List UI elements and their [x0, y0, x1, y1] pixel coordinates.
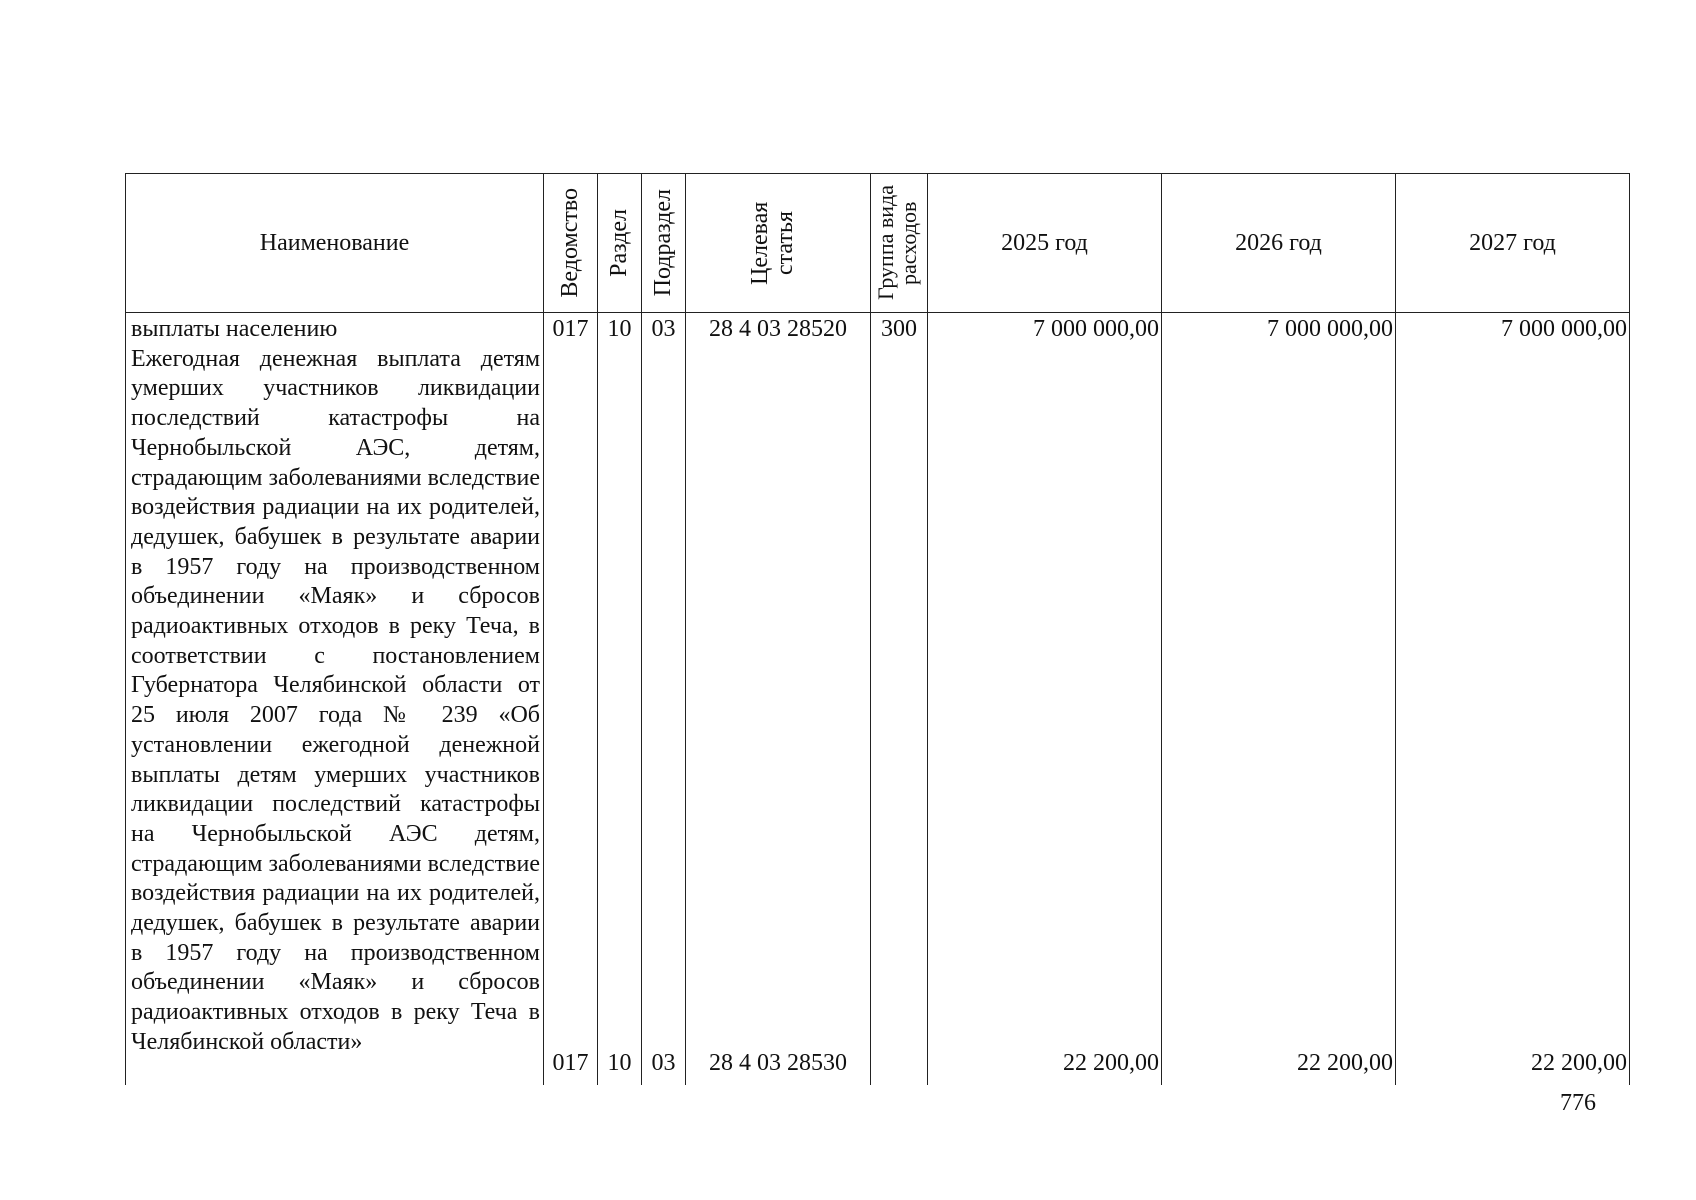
header-row: [126, 174, 1630, 313]
row1-y2025: 7 000 000,00: [1033, 316, 1159, 342]
row1-label: выплаты населению: [131, 316, 338, 342]
row2-y2027: 22 200,00: [1531, 1050, 1627, 1077]
y2026-cell: [1162, 313, 1396, 1086]
y2025-cell: [928, 313, 1162, 1086]
celevaya-statya-cell: [686, 313, 871, 1086]
row1-celevaya-statya: 28 4 03 28520: [709, 316, 847, 342]
header-vedomstvo: Ведомство: [544, 174, 598, 313]
row1-y2026: 7 000 000,00: [1267, 316, 1393, 342]
row1-gruppa: 300: [881, 316, 917, 342]
row1-vedomstvo: 017: [552, 316, 589, 342]
header-2027: 2027 год: [1396, 174, 1630, 313]
row2-razdel: 10: [607, 1050, 632, 1077]
vedomstvo-cell: [544, 313, 598, 1086]
header-name: Наименование: [126, 174, 544, 313]
row2-y2026: 22 200,00: [1297, 1050, 1393, 1077]
row1-y2027: 7 000 000,00: [1501, 316, 1627, 342]
row2-podrazdel: 03: [651, 1050, 676, 1077]
header-2026: 2026 год: [1162, 174, 1396, 313]
podrazdel-cell: [642, 313, 686, 1086]
page-number: 776: [1560, 1090, 1596, 1116]
budget-table: [125, 173, 1630, 1085]
name-cell: [126, 313, 544, 1086]
header-2025: 2025 год: [928, 174, 1162, 313]
row2-celevaya-statya: 28 4 03 28530: [709, 1050, 847, 1077]
header-razdel: Раздел: [598, 174, 642, 313]
header-podrazdel: Подраздел: [642, 174, 686, 313]
row2-vedomstvo: 017: [552, 1050, 589, 1077]
row2-y2025: 22 200,00: [1063, 1050, 1159, 1077]
gruppa-cell: [871, 313, 928, 1086]
table-row: [126, 313, 1630, 1086]
row1-razdel: 10: [607, 316, 632, 342]
header-gruppa-vida-rashodov: Группа вида расходов: [871, 174, 928, 313]
y2027-cell: [1396, 313, 1630, 1086]
row1-podrazdel: 03: [651, 316, 676, 342]
razdel-cell: [598, 313, 642, 1086]
header-celevaya-statya: Целевая статья: [686, 174, 871, 313]
row2-label: Ежегодная денежная выплата детям умерших участников ликвидации последствий катастрофы на Чернобыльской АЭС, детям, страдающим заболеваниями вследствие воздействия радиации на их родителей, дедушек, бабушек в результате аварии в 1957 году на производственном объединении «Маяк» и сбросов радиоактивных отходов в реку Теча, в соответствии с постановлением Губернатора Челябинской области от 25 июля 2007 года № 239 «Об установлении ежегодной денежной выплаты детям умерших участников ликвидации последствий катастрофы на Чернобыльской АЭС детям, страдающим заболеваниями вследствие воздействия радиации на их родителей, дедушек, бабушек в результате аварии в 1957 году на производственном объединении «Маяк» и сбросов радиоактивных отходов в реку Теча в Челябинской области»: [131, 345, 540, 1055]
